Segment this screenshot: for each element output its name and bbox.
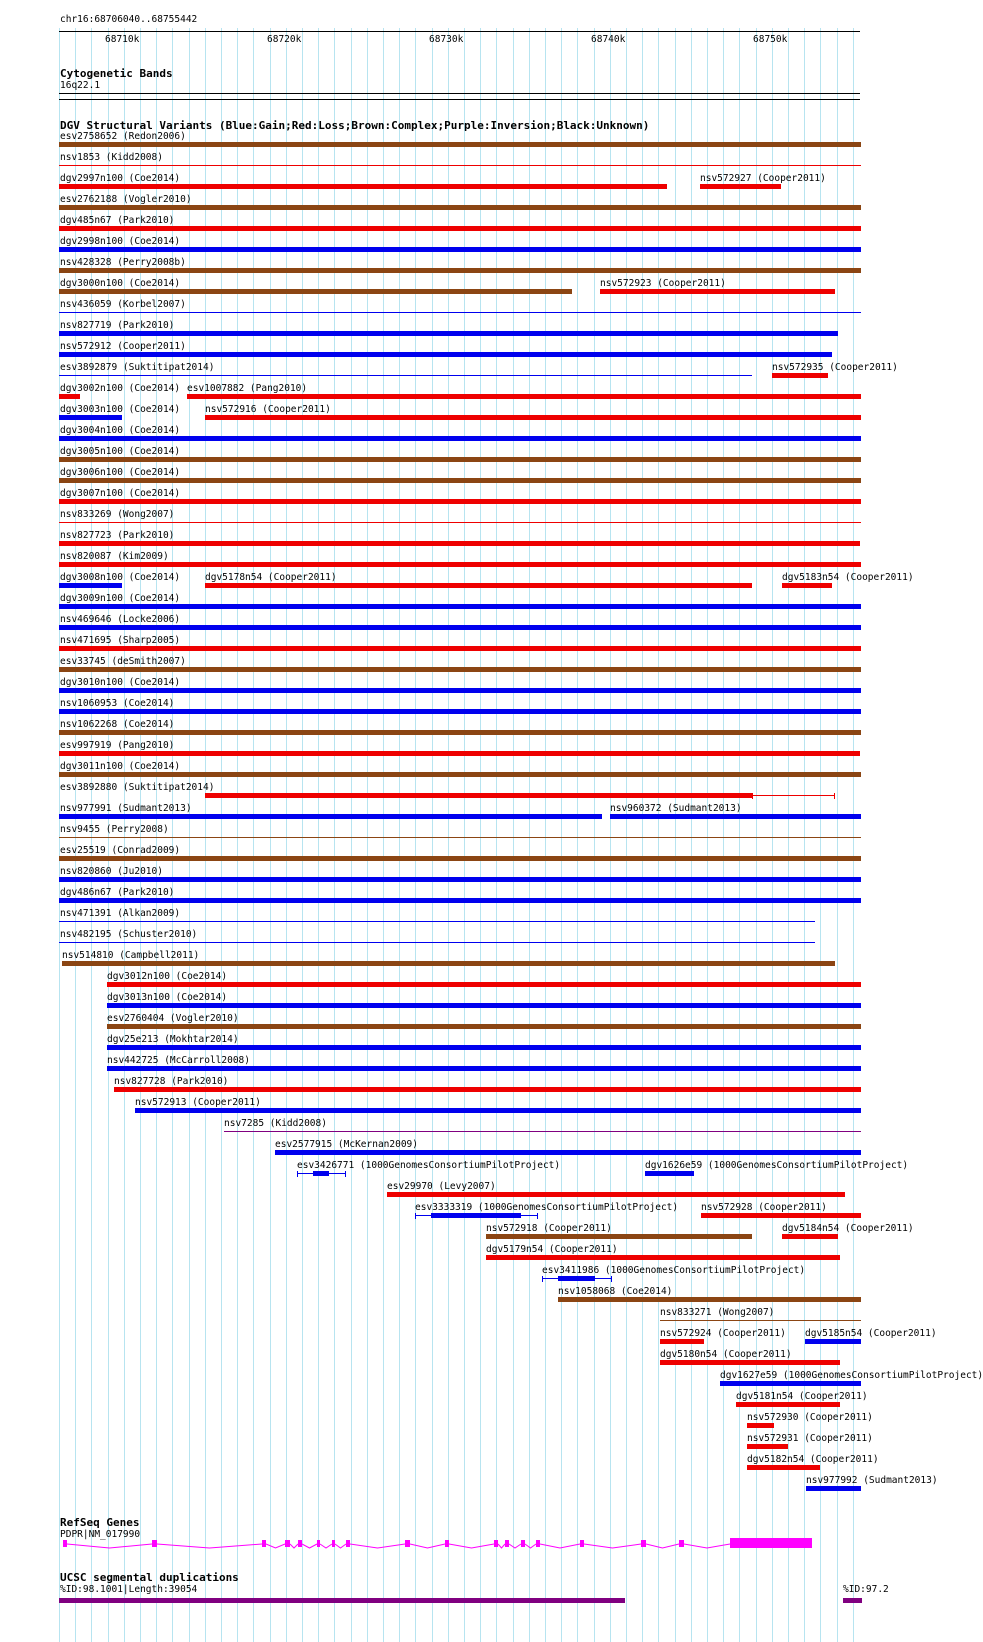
dgv-feature-bar[interactable] — [59, 688, 861, 693]
dgv-feature-bar[interactable] — [205, 793, 752, 798]
dgv-feature-bar[interactable] — [387, 1192, 845, 1197]
dgv-feature-bar[interactable] — [59, 837, 861, 838]
dgv-feature-label[interactable]: dgv3000n100 (Coe2014) — [60, 278, 181, 289]
dgv-feature-label[interactable]: nsv827723 (Park2010) — [60, 530, 175, 541]
gene-label[interactable]: PDPR|NM_017990 — [60, 1529, 141, 1540]
dgv-feature-bar[interactable] — [645, 1171, 694, 1176]
dgv-feature-label[interactable]: dgv3008n100 (Coe2014) — [60, 572, 181, 583]
dgv-feature-bar[interactable] — [107, 982, 861, 987]
ruler-tick-label: 68750k — [753, 34, 788, 45]
segdup-bar[interactable] — [843, 1598, 862, 1603]
dgv-feature-whisker[interactable] — [752, 795, 834, 796]
dgv-feature-bar[interactable] — [772, 373, 828, 378]
gene-intron — [350, 1544, 405, 1548]
gene-intron — [498, 1544, 505, 1548]
dgv-feature-bar[interactable] — [700, 184, 781, 189]
dgv-feature-label[interactable]: nsv572931 (Cooper2011) — [747, 1433, 873, 1444]
dgv-feature-label[interactable]: nsv1060953 (Coe2014) — [60, 698, 175, 709]
gene-exon[interactable] — [346, 1540, 350, 1547]
dgv-feature-label[interactable]: nsv977992 (Sudmant2013) — [806, 1475, 938, 1486]
gene-intron — [525, 1544, 536, 1548]
dgv-feature-label[interactable]: dgv5185n54 (Cooper2011) — [805, 1328, 937, 1339]
dgv-feature-bar[interactable] — [59, 942, 815, 943]
dgv-feature-label[interactable]: dgv5181n54 (Cooper2011) — [736, 1391, 868, 1402]
dgv-feature-label[interactable]: dgv486n67 (Park2010) — [60, 887, 175, 898]
dgv-feature-label[interactable]: dgv3002n100 (Coe2014) — [60, 383, 181, 394]
dgv-feature-bar[interactable] — [59, 856, 861, 861]
ruler-axis — [59, 31, 860, 32]
dgv-feature-label[interactable]: esv3426771 (1000GenomesConsortiumPilotProject) — [297, 1160, 561, 1171]
ruler-tick-label: 68720k — [267, 34, 302, 45]
ruler-range-label: chr16:68706040..68755442 — [60, 14, 198, 25]
cytoband-ideogram-top[interactable] — [59, 93, 860, 94]
dgv-feature-bar[interactable] — [59, 312, 861, 313]
gene-exon[interactable] — [262, 1540, 266, 1547]
dgv-track-title: DGV Structural Variants (Blue:Gain;Red:Loss;Brown:Complex;Purple:Inversion;Black:Unknown) — [60, 119, 650, 132]
dgv-feature-bar[interactable] — [224, 1131, 861, 1132]
dgv-feature-label[interactable]: esv25519 (Conrad2009) — [60, 845, 181, 856]
dgv-feature-label[interactable]: esv2762188 (Vogler2010) — [60, 194, 192, 205]
dgv-feature-label[interactable]: nsv960372 (Sudmant2013) — [610, 803, 742, 814]
dgv-feature-label[interactable]: esv3333319 (1000GenomesConsortiumPilotProject) — [415, 1202, 679, 1213]
dgv-feature-bar[interactable] — [660, 1339, 704, 1344]
dgv-feature-bar[interactable] — [59, 562, 861, 567]
segdup-track-title: UCSC segmental duplications — [60, 1571, 239, 1584]
dgv-feature-bar[interactable] — [431, 1213, 521, 1218]
segdup-label-left[interactable]: %ID:98.1001|Length:39054 — [60, 1584, 198, 1595]
dgv-feature-label[interactable]: nsv572918 (Cooper2011) — [486, 1223, 612, 1234]
dgv-feature-label[interactable]: dgv5184n54 (Cooper2011) — [782, 1223, 914, 1234]
dgv-feature-label[interactable]: dgv2997n100 (Coe2014) — [60, 173, 181, 184]
dgv-feature-label[interactable]: dgv3005n100 (Coe2014) — [60, 446, 181, 457]
gene-exon[interactable] — [521, 1540, 525, 1547]
dgv-feature-label[interactable]: dgv5179n54 (Cooper2011) — [486, 1244, 618, 1255]
dgv-feature-bar[interactable] — [747, 1444, 788, 1449]
dgv-feature-bar[interactable] — [107, 1045, 861, 1050]
dgv-feature-bar[interactable] — [747, 1465, 820, 1470]
dgv-feature-bar[interactable] — [805, 1339, 861, 1344]
cytoband-ideogram-bottom — [59, 99, 860, 100]
dgv-feature-bar[interactable] — [59, 478, 861, 483]
dgv-feature-bar[interactable] — [59, 499, 861, 504]
dgv-feature-label[interactable]: esv2758652 (Redon2006) — [60, 131, 186, 142]
dgv-feature-bar[interactable] — [59, 522, 861, 523]
dgv-feature-whisker-end — [542, 1276, 543, 1282]
dgv-feature-label[interactable]: nsv436059 (Korbel2007) — [60, 299, 186, 310]
dgv-feature-label[interactable]: esv1007882 (Pang2010) — [187, 383, 308, 394]
gene-exon[interactable] — [505, 1540, 509, 1547]
dgv-feature-bar[interactable] — [59, 165, 861, 166]
gene-exon[interactable] — [536, 1540, 540, 1547]
dgv-feature-bar[interactable] — [59, 541, 860, 546]
dgv-feature-whisker-end — [752, 793, 753, 799]
dgv-feature-label[interactable]: esv2577915 (McKernan2009) — [275, 1139, 418, 1150]
dgv-feature-bar[interactable] — [660, 1360, 840, 1365]
dgv-feature-bar[interactable] — [107, 1066, 861, 1071]
dgv-feature-bar[interactable] — [558, 1276, 595, 1281]
dgv-feature-label[interactable]: dgv3013n100 (Coe2014) — [107, 992, 228, 1003]
dgv-feature-label[interactable]: nsv7285 (Kidd2008) — [224, 1118, 327, 1129]
dgv-feature-bar[interactable] — [59, 646, 861, 651]
gene-intron — [540, 1544, 580, 1548]
dgv-feature-label[interactable]: dgv3006n100 (Coe2014) — [60, 467, 181, 478]
dgv-feature-bar[interactable] — [720, 1381, 861, 1386]
gene-exon[interactable] — [445, 1540, 449, 1547]
dgv-feature-bar[interactable] — [59, 142, 861, 147]
gene-intron — [302, 1544, 317, 1548]
gene-intron — [335, 1544, 346, 1548]
segdup-bar[interactable] — [59, 1598, 625, 1603]
gene-exon[interactable] — [298, 1540, 302, 1547]
dgv-feature-label[interactable]: nsv833269 (Wong2007) — [60, 509, 175, 520]
dgv-feature-label[interactable]: nsv471695 (Sharp2005) — [60, 635, 181, 646]
gene-exon[interactable] — [332, 1540, 335, 1547]
dgv-feature-bar[interactable] — [701, 1213, 861, 1218]
dgv-feature-label[interactable]: dgv5182n54 (Cooper2011) — [747, 1454, 879, 1465]
dgv-feature-bar[interactable] — [600, 289, 835, 294]
dgv-feature-label[interactable]: esv3411986 (1000GenomesConsortiumPilotProject) — [542, 1265, 806, 1276]
gene-exon[interactable] — [730, 1538, 812, 1548]
dgv-feature-bar[interactable] — [59, 226, 861, 231]
refseq-track-title: RefSeq Genes — [60, 1516, 140, 1529]
dgv-feature-bar[interactable] — [59, 205, 861, 210]
dgv-feature-label[interactable]: nsv482195 (Schuster2010) — [60, 929, 198, 940]
dgv-feature-bar[interactable] — [59, 877, 861, 882]
dgv-feature-label[interactable]: nsv9455 (Perry2008) — [60, 824, 169, 835]
gene-intron — [157, 1544, 262, 1548]
dgv-feature-label[interactable]: nsv572924 (Cooper2011) — [660, 1328, 786, 1339]
ruler-tick-label: 68730k — [429, 34, 464, 45]
dgv-feature-label[interactable]: esv3892880 (Suktitipat2014) — [60, 782, 215, 793]
dgv-feature-bar[interactable] — [806, 1486, 861, 1491]
dgv-feature-label[interactable]: dgv1626e59 (1000GenomesConsortiumPilotProject) — [645, 1160, 909, 1171]
dgv-feature-bar[interactable] — [205, 415, 861, 420]
dgv-feature-bar[interactable] — [59, 921, 815, 922]
dgv-feature-label[interactable]: dgv3010n100 (Coe2014) — [60, 677, 181, 688]
dgv-feature-label[interactable]: nsv1058068 (Coe2014) — [558, 1286, 673, 1297]
dgv-feature-label[interactable]: nsv820860 (Ju2010) — [60, 866, 163, 877]
dgv-feature-label[interactable]: dgv3004n100 (Coe2014) — [60, 425, 181, 436]
dgv-feature-bar[interactable] — [59, 625, 861, 630]
dgv-feature-bar[interactable] — [782, 583, 832, 588]
dgv-feature-bar[interactable] — [59, 268, 861, 273]
dgv-feature-label[interactable]: nsv827719 (Park2010) — [60, 320, 175, 331]
dgv-feature-label[interactable]: dgv5180n54 (Cooper2011) — [660, 1349, 792, 1360]
gene-intron — [290, 1544, 298, 1548]
dgv-feature-label[interactable]: nsv977991 (Sudmant2013) — [60, 803, 192, 814]
gene-exon[interactable] — [317, 1540, 320, 1547]
dgv-feature-label[interactable]: nsv572928 (Cooper2011) — [701, 1202, 827, 1213]
dgv-feature-bar[interactable] — [313, 1171, 329, 1176]
dgv-feature-label[interactable]: nsv572935 (Cooper2011) — [772, 362, 898, 373]
dgv-feature-bar[interactable] — [59, 898, 861, 903]
gene-exon[interactable] — [152, 1540, 157, 1547]
dgv-feature-label[interactable]: nsv572912 (Cooper2011) — [60, 341, 186, 352]
dgv-feature-whisker-end — [537, 1213, 538, 1219]
dgv-feature-bar[interactable] — [114, 1087, 861, 1092]
dgv-feature-bar[interactable] — [187, 394, 861, 399]
dgv-feature-bar[interactable] — [747, 1423, 774, 1428]
dgv-feature-bar[interactable] — [736, 1402, 840, 1407]
dgv-feature-bar[interactable] — [660, 1320, 861, 1321]
dgv-feature-bar[interactable] — [135, 1108, 861, 1113]
dgv-feature-bar[interactable] — [486, 1255, 840, 1260]
dgv-feature-label[interactable]: nsv572930 (Cooper2011) — [747, 1412, 873, 1423]
gene-intron — [320, 1544, 332, 1548]
ruler-tick-label: 68740k — [591, 34, 626, 45]
dgv-feature-bar[interactable] — [205, 583, 752, 588]
dgv-feature-bar[interactable] — [59, 772, 861, 777]
dgv-feature-label[interactable]: esv2760404 (Vogler2010) — [107, 1013, 239, 1024]
gene-exon[interactable] — [494, 1540, 498, 1547]
dgv-feature-bar[interactable] — [275, 1150, 861, 1155]
dgv-feature-label[interactable]: nsv572916 (Cooper2011) — [205, 404, 331, 415]
dgv-feature-label[interactable]: nsv428328 (Perry2008b) — [60, 257, 186, 268]
dgv-feature-bar[interactable] — [59, 709, 861, 714]
dgv-feature-bar[interactable] — [558, 1297, 861, 1302]
segdup-label-right[interactable]: %ID:97.2 — [843, 1584, 889, 1595]
dgv-feature-bar[interactable] — [59, 289, 572, 294]
dgv-feature-label[interactable]: dgv2998n100 (Coe2014) — [60, 236, 181, 247]
gene-model[interactable] — [0, 1537, 890, 1557]
dgv-feature-label[interactable]: nsv469646 (Locke2006) — [60, 614, 181, 625]
dgv-feature-bar[interactable] — [107, 1024, 861, 1029]
dgv-feature-bar[interactable] — [59, 604, 861, 609]
dgv-feature-label[interactable]: esv3892879 (Suktitipat2014) — [60, 362, 215, 373]
dgv-feature-bar[interactable] — [486, 1234, 752, 1239]
gene-exon[interactable] — [405, 1540, 410, 1547]
dgv-feature-label[interactable]: nsv1853 (Kidd2008) — [60, 152, 163, 163]
dgv-feature-label[interactable]: esv29970 (Levy2007) — [387, 1181, 496, 1192]
dgv-feature-whisker-end — [611, 1276, 612, 1282]
gene-intron — [67, 1544, 152, 1548]
dgv-feature-bar[interactable] — [59, 375, 752, 376]
gene-intron — [449, 1544, 494, 1548]
dgv-feature-label[interactable]: dgv5183n54 (Cooper2011) — [782, 572, 914, 583]
dgv-feature-label[interactable]: nsv572923 (Cooper2011) — [600, 278, 726, 289]
gene-intron — [584, 1544, 641, 1548]
dgv-feature-label[interactable]: nsv514810 (Campbell2011) — [62, 950, 200, 961]
dgv-feature-label[interactable]: nsv1062268 (Coe2014) — [60, 719, 175, 730]
dgv-feature-whisker-end — [834, 793, 835, 799]
dgv-feature-label[interactable]: dgv3007n100 (Coe2014) — [60, 488, 181, 499]
cytoband-track-title: Cytogenetic Bands — [60, 67, 173, 80]
dgv-feature-bar[interactable] — [107, 1003, 861, 1008]
gene-exon[interactable] — [63, 1540, 67, 1547]
dgv-feature-label[interactable]: nsv572913 (Cooper2011) — [135, 1097, 261, 1108]
gene-intron — [684, 1544, 730, 1548]
dgv-feature-label[interactable]: nsv442725 (McCarroll2008) — [107, 1055, 250, 1066]
gene-exon[interactable] — [580, 1540, 584, 1547]
dgv-feature-bar[interactable] — [59, 415, 122, 420]
dgv-feature-label[interactable]: dgv3012n100 (Coe2014) — [107, 971, 228, 982]
dgv-feature-bar[interactable] — [59, 730, 861, 735]
gene-exon[interactable] — [641, 1540, 646, 1547]
dgv-feature-bar[interactable] — [59, 352, 832, 357]
dgv-feature-bar[interactable] — [59, 814, 602, 819]
gene-intron — [266, 1544, 285, 1548]
dgv-feature-label[interactable]: esv33745 (deSmith2007) — [60, 656, 186, 667]
dgv-feature-bar[interactable] — [782, 1234, 838, 1239]
dgv-feature-bar[interactable] — [62, 961, 835, 966]
dgv-feature-label[interactable]: dgv5178n54 (Cooper2011) — [205, 572, 337, 583]
cytoband-band-label: 16q22.1 — [60, 80, 101, 91]
dgv-feature-bar[interactable] — [59, 331, 838, 336]
dgv-feature-label[interactable]: nsv827728 (Park2010) — [114, 1076, 229, 1087]
dgv-feature-bar[interactable] — [59, 583, 122, 588]
gene-exon[interactable] — [679, 1540, 684, 1547]
dgv-feature-label[interactable]: dgv3003n100 (Coe2014) — [60, 404, 181, 415]
dgv-feature-bar[interactable] — [59, 667, 861, 672]
dgv-feature-label[interactable]: dgv1627e59 (1000GenomesConsortiumPilotProject) — [720, 1370, 983, 1381]
dgv-feature-bar[interactable] — [59, 247, 861, 252]
dgv-feature-bar[interactable] — [59, 394, 80, 399]
dgv-feature-bar[interactable] — [610, 814, 861, 819]
dgv-feature-whisker-end — [415, 1213, 416, 1219]
dgv-feature-label[interactable]: esv997919 (Pang2010) — [60, 740, 175, 751]
gene-intron — [410, 1544, 445, 1548]
dgv-feature-label[interactable]: nsv572927 (Cooper2011) — [700, 173, 826, 184]
dgv-feature-bar[interactable] — [59, 436, 861, 441]
dgv-feature-label[interactable]: dgv485n67 (Park2010) — [60, 215, 175, 226]
dgv-feature-label[interactable]: nsv471391 (Alkan2009) — [60, 908, 181, 919]
dgv-feature-label[interactable]: nsv820087 (Kim2009) — [60, 551, 169, 562]
dgv-feature-bar[interactable] — [59, 751, 860, 756]
gene-intron — [646, 1544, 679, 1548]
dgv-feature-whisker-end — [297, 1171, 298, 1177]
dgv-feature-bar[interactable] — [59, 184, 667, 189]
gene-intron — [509, 1544, 521, 1548]
dgv-feature-label[interactable]: dgv25e213 (Mokhtar2014) — [107, 1034, 239, 1045]
dgv-feature-label[interactable]: dgv3009n100 (Coe2014) — [60, 593, 181, 604]
dgv-feature-label[interactable]: nsv833271 (Wong2007) — [660, 1307, 775, 1318]
dgv-feature-whisker-end — [345, 1171, 346, 1177]
dgv-feature-label[interactable]: dgv3011n100 (Coe2014) — [60, 761, 181, 772]
ruler-tick-label: 68710k — [105, 34, 140, 45]
dgv-feature-bar[interactable] — [59, 457, 861, 462]
gene-exon[interactable] — [285, 1540, 290, 1547]
